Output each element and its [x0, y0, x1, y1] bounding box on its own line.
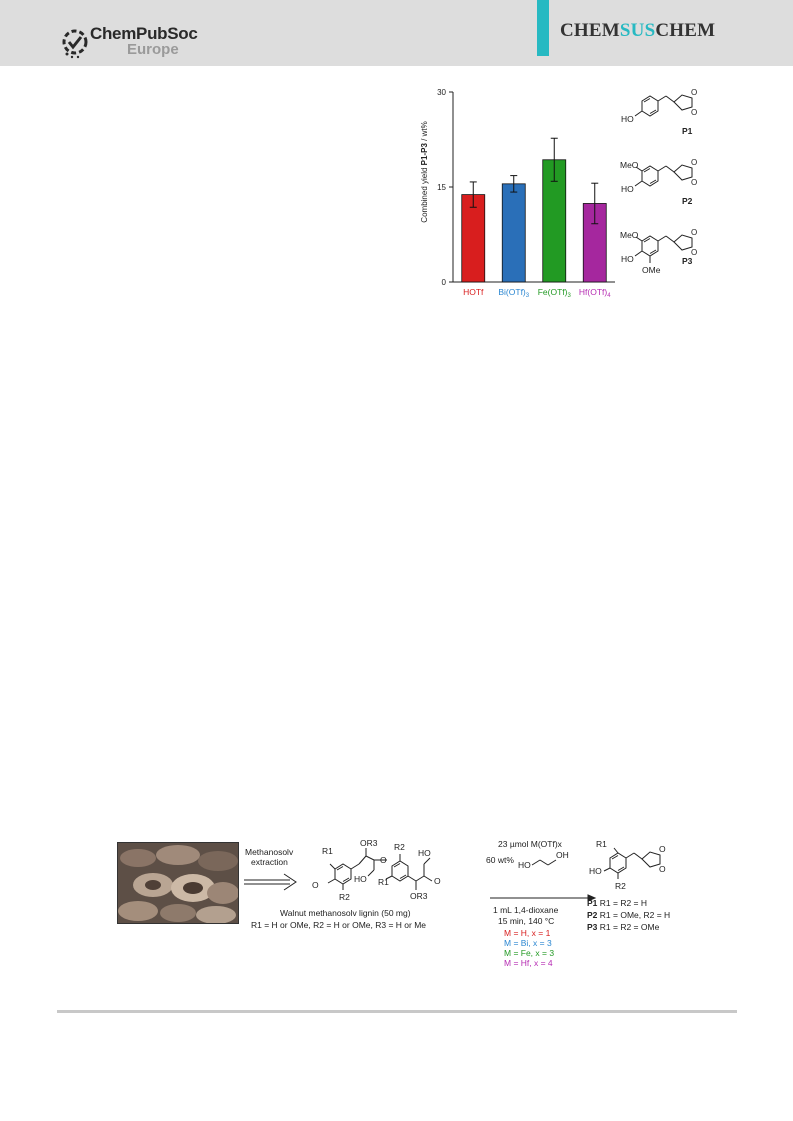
lignin-r2a: R2: [339, 892, 350, 902]
p2-label: P2: [682, 196, 693, 206]
lignin-r1b: R1: [378, 877, 389, 887]
svg-text:O: O: [691, 108, 698, 117]
metal-h: M = H, x = 1: [504, 928, 551, 938]
lignin-or3b: OR3: [410, 891, 428, 901]
reagent-glycol-amount: 60 wt%: [486, 855, 514, 865]
lignin-ho2: HO: [418, 848, 431, 858]
walnut-shell-photo: [117, 842, 239, 924]
svg-text:P1 R1 = R2 = H: P1 R1 = R2 = H: [587, 898, 648, 908]
y-tick-label-1: 15: [437, 183, 446, 192]
svg-text:O: O: [659, 844, 666, 854]
page-header: [0, 0, 793, 66]
lignin-substituents: R1 = H or OMe, R2 = H or OMe, R3 = H or Me: [251, 920, 427, 930]
footer-rule: [57, 1010, 737, 1013]
lignin-r2b: R2: [394, 842, 405, 852]
p2-ho: HO: [621, 184, 634, 194]
journal-title: CHEMSUSCHEM: [560, 20, 716, 41]
extraction-line1: Methanosolv: [245, 847, 294, 857]
p1-ho: HO: [621, 114, 634, 124]
svg-text:O: O: [312, 880, 319, 890]
y-tick-label-2: 30: [437, 88, 446, 97]
p3-ome: OMe: [642, 265, 661, 275]
metal-hf: M = Hf, x = 4: [504, 958, 553, 968]
x-tick-label-2: $Fe(OTf)_3$: [537, 287, 571, 299]
metal-bi: M = Bi, x = 3: [504, 938, 552, 948]
p3-label: P3: [682, 256, 693, 266]
yield-bar-chart: [405, 80, 625, 310]
product-ho: HO: [589, 866, 602, 876]
lignin-name: Walnut methanosolv lignin (50 mg): [280, 908, 411, 918]
publisher-sub: Europe: [127, 41, 179, 58]
svg-text:O: O: [380, 855, 387, 865]
svg-text:O: O: [691, 228, 698, 237]
svg-text:O: O: [691, 248, 698, 257]
svg-text:O: O: [691, 178, 698, 187]
publisher-name: ChemPubSoc: [90, 24, 198, 43]
reaction-scheme: [240, 838, 740, 968]
lignin-r1: R1: [322, 846, 333, 856]
svg-text:O: O: [691, 158, 698, 167]
reagent-catalyst: 23 µmol M(OTf)x: [498, 839, 562, 849]
journal-accent-bar: [537, 0, 549, 56]
svg-text:O: O: [434, 876, 441, 886]
bar-1: [502, 184, 525, 282]
product-structures: [620, 82, 740, 292]
x-tick-label-0: HOTf: [463, 287, 484, 297]
svg-text:O: O: [691, 88, 698, 97]
product-r1: R1: [596, 839, 607, 849]
metal-fe: M = Fe, x = 3: [504, 948, 555, 958]
lignin-or3a: OR3: [360, 838, 378, 848]
x-tick-label-3: $Hf(OTf)_4$: [578, 287, 611, 299]
conditions: 15 min, 140 °C: [498, 916, 555, 926]
p2-meo: MeO: [620, 160, 639, 170]
extraction-line2: extraction: [251, 857, 288, 867]
svg-text:P2 R1 = OMe, R2 = H: P2 R1 = OMe, R2 = H: [587, 910, 671, 920]
y-axis-label: Combined yield P1-P3 / wt%: [420, 121, 429, 223]
p3-meo: MeO: [620, 230, 639, 240]
product-r2: R2: [615, 881, 626, 891]
diol-ho: HO: [518, 860, 531, 870]
p1-label: P1: [682, 126, 693, 136]
svg-text:O: O: [659, 864, 666, 874]
y-tick-label-0: 0: [441, 278, 446, 287]
product-list: [587, 898, 670, 932]
p3-ho: HO: [621, 254, 634, 264]
solvent: 1 mL 1,4-dioxane: [493, 905, 559, 915]
diol-oh: OH: [556, 850, 569, 860]
lignin-ho1: HO: [354, 874, 367, 884]
svg-text:P3 R1 = R2 = OMe: P3 R1 = R2 = OMe: [587, 922, 660, 932]
x-tick-label-1: $Bi(OTf)_3$: [498, 287, 530, 299]
